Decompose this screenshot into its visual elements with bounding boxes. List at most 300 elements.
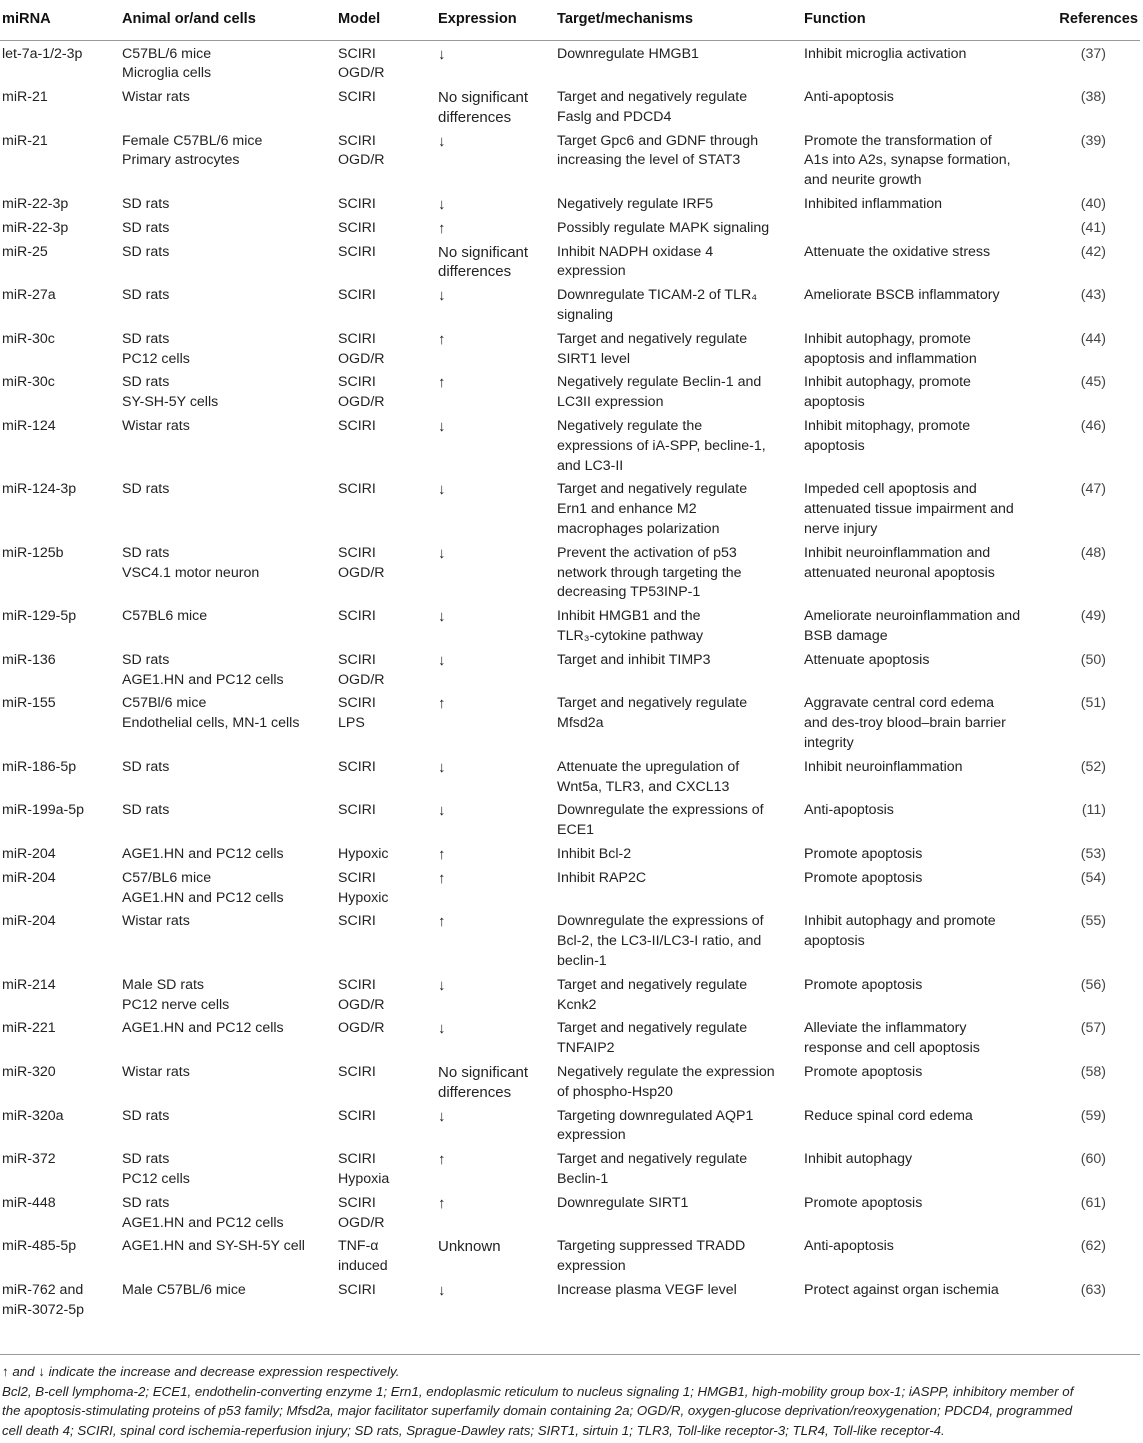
cell-animal-cells-line: Endothelial cells, MN-1 cells bbox=[122, 715, 300, 732]
cell-model bbox=[336, 413, 436, 476]
cell-model bbox=[336, 603, 436, 647]
cell-model bbox=[336, 841, 436, 865]
cell-function bbox=[802, 215, 1045, 239]
cell-model-line: OGD/R bbox=[338, 671, 385, 688]
cell-reference: (51) bbox=[1080, 695, 1106, 712]
cell-mirna bbox=[0, 865, 120, 909]
cell-target-mechanisms-line: Downregulate the expressions of bbox=[557, 802, 764, 819]
cell-target-mechanisms bbox=[555, 972, 802, 1016]
cell-model bbox=[336, 215, 436, 239]
cell-expression bbox=[436, 603, 555, 647]
cell-target-mechanisms-line: Negatively regulate Beclin-1 and bbox=[557, 374, 762, 391]
cell-expression bbox=[436, 797, 555, 841]
cell-expression bbox=[436, 40, 555, 84]
cell-target-mechanisms-line: Inhibit RAP2C bbox=[557, 869, 647, 886]
header-references: References bbox=[1045, 0, 1140, 40]
table-row bbox=[0, 908, 1140, 971]
cell-function-line: Impeded cell apoptosis and bbox=[804, 481, 977, 498]
cell-model bbox=[336, 84, 436, 128]
cell-expression-line: ↓ bbox=[438, 418, 446, 436]
cell-target-mechanisms-line: expression bbox=[557, 1127, 626, 1144]
cell-function-line: Promote apoptosis bbox=[804, 976, 923, 993]
table-row bbox=[0, 797, 1140, 841]
cell-mirna-line: miR-320 bbox=[2, 1063, 56, 1080]
cell-model bbox=[336, 540, 436, 603]
cell-mirna bbox=[0, 326, 120, 370]
cell-model-line: OGD/R bbox=[338, 394, 385, 411]
cell-function bbox=[802, 1059, 1045, 1103]
cell-model-line: SCIRI bbox=[338, 1194, 376, 1211]
cell-mirna bbox=[0, 191, 120, 215]
cell-target-mechanisms-line: Target and negatively regulate bbox=[557, 1020, 748, 1037]
cell-animal-cells-line: AGE1.HN and SY-SH-5Y cell bbox=[122, 1238, 305, 1255]
cell-mirna bbox=[0, 239, 120, 283]
cell-function-line: Promote apoptosis bbox=[804, 1063, 923, 1080]
cell-model bbox=[336, 1146, 436, 1190]
cell-target-mechanisms bbox=[555, 1146, 802, 1190]
cell-animal-cells bbox=[120, 797, 336, 841]
cell-mirna bbox=[0, 908, 120, 971]
cell-target-mechanisms-line: Beclin-1 bbox=[557, 1170, 609, 1187]
cell-function-line: BSB damage bbox=[804, 628, 888, 645]
cell-target-mechanisms bbox=[555, 540, 802, 603]
cell-reference: (53) bbox=[1080, 845, 1106, 862]
cell-animal-cells-line: C57/BL6 mice bbox=[122, 869, 212, 886]
cell-reference: (57) bbox=[1080, 1020, 1106, 1037]
cell-animal-cells-line: VSC4.1 motor neuron bbox=[122, 564, 260, 581]
cell-model bbox=[336, 128, 436, 191]
cell-target-mechanisms-line: Inhibit HMGB1 and the bbox=[557, 608, 701, 625]
cell-mirna bbox=[0, 603, 120, 647]
cell-function bbox=[802, 84, 1045, 128]
cell-animal-cells-line: Microglia cells bbox=[122, 65, 212, 82]
cell-function bbox=[802, 754, 1045, 798]
cell-reference: (40) bbox=[1080, 196, 1106, 213]
cell-model-line: SCIRI bbox=[338, 243, 376, 260]
cell-expression-line: No significant bbox=[438, 1063, 529, 1081]
cell-expression-line: ↑ bbox=[438, 1194, 446, 1212]
cell-target-mechanisms bbox=[555, 1233, 802, 1277]
cell-model bbox=[336, 326, 436, 370]
table-row bbox=[0, 40, 1140, 84]
cell-animal-cells bbox=[120, 476, 336, 539]
cell-model-line: SCIRI bbox=[338, 196, 376, 213]
cell-reference: (61) bbox=[1080, 1194, 1106, 1211]
cell-reference: (45) bbox=[1080, 374, 1106, 391]
cell-model-line: SCIRI bbox=[338, 45, 376, 62]
cell-model-line: Hypoxic bbox=[338, 845, 389, 862]
cell-mirna-line: miR-204 bbox=[2, 869, 56, 886]
cell-animal-cells-line: SD rats bbox=[122, 1151, 170, 1168]
cell-model-line: OGD/R bbox=[338, 1214, 385, 1231]
table-row bbox=[0, 1233, 1140, 1277]
cell-model bbox=[336, 972, 436, 1016]
cell-model-line: Hypoxic bbox=[338, 889, 389, 906]
cell-animal-cells bbox=[120, 1103, 336, 1147]
cell-animal-cells-line: C57BL/6 mice bbox=[122, 45, 212, 62]
cell-animal-cells-line: C57Bl/6 mice bbox=[122, 695, 207, 712]
cell-mirna bbox=[0, 215, 120, 239]
cell-target-mechanisms-line: ECE1 bbox=[557, 822, 595, 839]
cell-mirna bbox=[0, 413, 120, 476]
cell-animal-cells-line: Wistar rats bbox=[122, 913, 190, 930]
cell-function bbox=[802, 191, 1045, 215]
cell-target-mechanisms-line: Target and inhibit TIMP3 bbox=[557, 651, 711, 668]
cell-model bbox=[336, 1190, 436, 1234]
table-row bbox=[0, 128, 1140, 191]
cell-mirna bbox=[0, 1059, 120, 1103]
cell-target-mechanisms-line: expressions of iA-SPP, becline-1, bbox=[557, 437, 766, 454]
table-row bbox=[0, 540, 1140, 603]
cell-mirna-line: miR-448 bbox=[2, 1194, 56, 1211]
cell-model bbox=[336, 191, 436, 215]
cell-function-line: Alleviate the inflammatory bbox=[804, 1020, 967, 1037]
cell-function-line: apoptosis bbox=[804, 933, 865, 950]
cell-target-mechanisms-line: TNFAIP2 bbox=[557, 1040, 615, 1057]
cell-mirna-line: miR-125b bbox=[2, 544, 64, 561]
cell-reference: (62) bbox=[1080, 1238, 1106, 1255]
cell-reference: (54) bbox=[1080, 869, 1106, 886]
cell-function-line: Reduce spinal cord edema bbox=[804, 1107, 973, 1124]
cell-target-mechanisms-line: Ern1 and enhance M2 bbox=[557, 501, 697, 518]
cell-mirna-line: miR-3072-5p bbox=[2, 1301, 85, 1318]
cell-function bbox=[802, 1103, 1045, 1147]
table-row bbox=[0, 476, 1140, 539]
table-row bbox=[0, 326, 1140, 370]
cell-target-mechanisms-line: expression bbox=[557, 263, 626, 280]
header-mirna: miRNA bbox=[0, 0, 120, 40]
cell-function bbox=[802, 690, 1045, 753]
cell-mirna-line: miR-320a bbox=[2, 1107, 64, 1124]
cell-animal-cells-line: SD rats bbox=[122, 651, 170, 668]
cell-animal-cells bbox=[120, 754, 336, 798]
cell-model-line: induced bbox=[338, 1258, 388, 1275]
cell-function-line: Anti-apoptosis bbox=[804, 802, 894, 819]
cell-function bbox=[802, 413, 1045, 476]
cell-target-mechanisms-line: and LC3-II bbox=[557, 457, 624, 474]
cell-mirna bbox=[0, 1233, 120, 1277]
cell-animal-cells bbox=[120, 603, 336, 647]
cell-expression bbox=[436, 647, 555, 691]
cell-target-mechanisms-line: Target and negatively regulate bbox=[557, 89, 748, 106]
cell-expression-line: ↓ bbox=[438, 1020, 446, 1038]
cell-expression-line: No significant bbox=[438, 89, 529, 107]
cell-function-line: Inhibited inflammation bbox=[804, 196, 943, 213]
footnote-abbreviations-1: Bcl2, B-cell lymphoma-2; ECE1, endothelin-converting enzyme 1; Ern1, endoplasmic reticulum to nucleus signaling 1; HMGB1, high-mobility group box-1; iASPP, inhibitory member of bbox=[2, 1383, 1074, 1399]
cell-animal-cells bbox=[120, 647, 336, 691]
cell-reference: (46) bbox=[1080, 418, 1106, 435]
cell-expression-line: ↓ bbox=[438, 544, 446, 562]
cell-animal-cells-line: AGE1.HN and PC12 cells bbox=[122, 1020, 284, 1037]
cell-target-mechanisms bbox=[555, 841, 802, 865]
cell-animal-cells bbox=[120, 972, 336, 1016]
cell-function bbox=[802, 40, 1045, 84]
cell-target-mechanisms bbox=[555, 1059, 802, 1103]
cell-expression-line: ↓ bbox=[438, 608, 446, 626]
cell-function-line: apoptosis bbox=[804, 437, 865, 454]
table-row bbox=[0, 239, 1140, 283]
cell-target-mechanisms-line: Target and negatively regulate bbox=[557, 976, 748, 993]
table-header-row bbox=[0, 0, 1140, 40]
cell-function-line: Inhibit microglia activation bbox=[804, 45, 967, 62]
cell-animal-cells bbox=[120, 540, 336, 603]
cell-mirna bbox=[0, 1146, 120, 1190]
cell-mirna bbox=[0, 128, 120, 191]
cell-reference: (43) bbox=[1080, 287, 1106, 304]
cell-target-mechanisms-line: Downregulate SIRT1 bbox=[557, 1194, 689, 1211]
cell-mirna bbox=[0, 476, 120, 539]
cell-expression-line: ↓ bbox=[438, 802, 446, 820]
cell-function-line: Inhibit autophagy bbox=[804, 1151, 913, 1168]
cell-target-mechanisms-line: Targeting downregulated AQP1 bbox=[557, 1107, 754, 1124]
cell-target-mechanisms-line: Target and negatively regulate bbox=[557, 695, 748, 712]
cell-mirna-line: miR-25 bbox=[2, 243, 48, 260]
cell-target-mechanisms bbox=[555, 1015, 802, 1059]
cell-animal-cells bbox=[120, 40, 336, 84]
cell-reference: (60) bbox=[1080, 1151, 1106, 1168]
cell-target-mechanisms-line: Downregulate HMGB1 bbox=[557, 45, 699, 62]
cell-target-mechanisms bbox=[555, 239, 802, 283]
cell-function bbox=[802, 908, 1045, 971]
cell-model bbox=[336, 282, 436, 326]
cell-target-mechanisms-line: Negatively regulate the expression bbox=[557, 1063, 775, 1080]
cell-animal-cells-line: Male C57BL/6 mice bbox=[122, 1281, 246, 1298]
cell-model-line: SCIRI bbox=[338, 132, 376, 149]
cell-function bbox=[802, 476, 1045, 539]
cell-target-mechanisms bbox=[555, 215, 802, 239]
cell-mirna-line: miR-30c bbox=[2, 330, 55, 347]
cell-target-mechanisms bbox=[555, 865, 802, 909]
cell-mirna-line: miR-485-5p bbox=[2, 1238, 77, 1255]
cell-reference: (42) bbox=[1080, 243, 1106, 260]
footnote-arrows: ↑ and ↓ indicate the increase and decrease expression respectively. bbox=[2, 1364, 400, 1379]
cell-animal-cells-line: Primary astrocytes bbox=[122, 152, 240, 169]
cell-function-line: Attenuate the oxidative stress bbox=[804, 243, 991, 260]
cell-mirna-line: miR-124 bbox=[2, 418, 56, 435]
cell-animal-cells-line: SD rats bbox=[122, 802, 170, 819]
cell-expression bbox=[436, 326, 555, 370]
header-target-mechanisms: Target/mechanisms bbox=[555, 0, 802, 40]
cell-expression bbox=[436, 865, 555, 909]
cell-expression-line: differences bbox=[438, 108, 512, 126]
cell-model-line: SCIRI bbox=[338, 544, 376, 561]
cell-animal-cells bbox=[120, 865, 336, 909]
cell-expression-line: ↑ bbox=[438, 695, 446, 713]
cell-animal-cells bbox=[120, 1190, 336, 1234]
cell-expression-line: ↓ bbox=[438, 481, 446, 499]
cell-target-mechanisms bbox=[555, 413, 802, 476]
header-animal-cells: Animal or/and cells bbox=[120, 0, 336, 40]
cell-mirna-line: miR-124-3p bbox=[2, 481, 77, 498]
cell-model-line: OGD/R bbox=[338, 152, 385, 169]
cell-model-line: SCIRI bbox=[338, 287, 376, 304]
cell-reference: (44) bbox=[1080, 330, 1106, 347]
cell-function bbox=[802, 128, 1045, 191]
table-row bbox=[0, 413, 1140, 476]
cell-reference: (58) bbox=[1080, 1063, 1106, 1080]
cell-reference: (48) bbox=[1080, 544, 1106, 561]
cell-expression bbox=[436, 690, 555, 753]
cell-mirna-line: miR-21 bbox=[2, 89, 48, 106]
cell-target-mechanisms-line: signaling bbox=[557, 307, 614, 324]
cell-target-mechanisms-line: decreasing TP53INP-1 bbox=[557, 584, 701, 601]
table-row bbox=[0, 215, 1140, 239]
cell-target-mechanisms-line: Inhibit NADPH oxidase 4 bbox=[557, 243, 714, 260]
cell-target-mechanisms-line: Kcnk2 bbox=[557, 996, 597, 1013]
cell-reference: (41) bbox=[1080, 219, 1106, 236]
cell-expression-line: ↓ bbox=[438, 45, 446, 63]
cell-model-line: SCIRI bbox=[338, 481, 376, 498]
cell-animal-cells bbox=[120, 413, 336, 476]
cell-model bbox=[336, 1277, 436, 1321]
cell-target-mechanisms-line: macrophages polarization bbox=[557, 521, 720, 538]
cell-animal-cells bbox=[120, 369, 336, 413]
cell-model-line: SCIRI bbox=[338, 913, 376, 930]
cell-function bbox=[802, 1233, 1045, 1277]
cell-expression-line: Unknown bbox=[438, 1238, 501, 1256]
cell-function bbox=[802, 1015, 1045, 1059]
cell-function bbox=[802, 1277, 1045, 1321]
cell-function bbox=[802, 1190, 1045, 1234]
cell-target-mechanisms-line: Mfsd2a bbox=[557, 715, 604, 732]
cell-mirna-line: let-7a-1/2-3p bbox=[2, 45, 83, 62]
cell-animal-cells bbox=[120, 191, 336, 215]
table-row bbox=[0, 690, 1140, 753]
cell-target-mechanisms bbox=[555, 84, 802, 128]
cell-animal-cells-line: SD rats bbox=[122, 243, 170, 260]
cell-target-mechanisms bbox=[555, 40, 802, 84]
cell-mirna bbox=[0, 972, 120, 1016]
cell-target-mechanisms-line: LC3II expression bbox=[557, 394, 664, 411]
cell-mirna-line: miR-22-3p bbox=[2, 196, 69, 213]
cell-animal-cells bbox=[120, 84, 336, 128]
cell-expression bbox=[436, 908, 555, 971]
table-row bbox=[0, 84, 1140, 128]
cell-model-line: SCIRI bbox=[338, 869, 376, 886]
cell-model bbox=[336, 754, 436, 798]
header-expression: Expression bbox=[436, 0, 555, 40]
cell-target-mechanisms bbox=[555, 690, 802, 753]
cell-function-line: apoptosis and inflammation bbox=[804, 350, 977, 367]
cell-expression bbox=[436, 369, 555, 413]
cell-function bbox=[802, 603, 1045, 647]
table-footnotes bbox=[2, 1362, 1140, 1440]
cell-expression-line: ↑ bbox=[438, 913, 446, 931]
cell-function-line: and neurite growth bbox=[804, 172, 922, 189]
cell-target-mechanisms bbox=[555, 908, 802, 971]
table-row bbox=[0, 191, 1140, 215]
footnote-abbreviations-3: cell death 4; SCIRI, spinal cord ischemia-reperfusion injury; SD rats, Sprague-Dawley rats; SIRT1, sirtuin 1; TLR3, Toll-like receptor-3; TLR4, Toll-like receptor-4. bbox=[2, 1422, 945, 1438]
cell-reference: (49) bbox=[1080, 608, 1106, 625]
cell-model-line: OGD/R bbox=[338, 564, 385, 581]
cell-mirna bbox=[0, 1190, 120, 1234]
cell-animal-cells-line: SD rats bbox=[122, 758, 170, 775]
cell-target-mechanisms-line: Increase plasma VEGF level bbox=[557, 1281, 737, 1298]
table-row bbox=[0, 1059, 1140, 1103]
cell-function-line: Inhibit neuroinflammation bbox=[804, 758, 963, 775]
cell-expression bbox=[436, 215, 555, 239]
cell-function bbox=[802, 540, 1045, 603]
cell-animal-cells-line: SD rats bbox=[122, 330, 170, 347]
cell-model-line: SCIRI bbox=[338, 758, 376, 775]
cell-mirna-line: miR-204 bbox=[2, 913, 56, 930]
footnote-abbreviations-2: the apoptosis-stimulating proteins of p53 family; Mfsd2a, major facilitator superfamily domain containing 2a; OGD/R, oxygen-glucose deprivation/reoxygenation; PDCD4, programmed bbox=[2, 1403, 1073, 1419]
cell-animal-cells-line: Male SD rats bbox=[122, 976, 204, 993]
cell-mirna bbox=[0, 1277, 120, 1321]
cell-animal-cells-line: Female C57BL/6 mice bbox=[122, 132, 263, 149]
cell-function bbox=[802, 282, 1045, 326]
cell-function-line: response and cell apoptosis bbox=[804, 1040, 980, 1057]
cell-model-line: OGD/R bbox=[338, 1020, 385, 1037]
cell-mirna-line: miR-136 bbox=[2, 651, 56, 668]
cell-target-mechanisms-line: TLR₃-cytokine pathway bbox=[557, 628, 704, 645]
cell-animal-cells-line: SD rats bbox=[122, 374, 170, 391]
cell-target-mechanisms-line: Negatively regulate the bbox=[557, 418, 703, 435]
cell-expression bbox=[436, 1059, 555, 1103]
cell-expression-line: ↓ bbox=[438, 287, 446, 305]
cell-expression-line: ↓ bbox=[438, 651, 446, 669]
header-model: Model bbox=[336, 0, 436, 40]
cell-model-line: LPS bbox=[338, 715, 365, 732]
cell-model-line: SCIRI bbox=[338, 651, 376, 668]
cell-expression-line: ↑ bbox=[438, 374, 446, 392]
cell-function-line: Ameliorate neuroinflammation and bbox=[804, 608, 1021, 625]
cell-animal-cells-line: Wistar rats bbox=[122, 89, 190, 106]
cell-target-mechanisms bbox=[555, 754, 802, 798]
cell-target-mechanisms-line: Attenuate the upregulation of bbox=[557, 758, 740, 775]
cell-animal-cells bbox=[120, 215, 336, 239]
cell-mirna bbox=[0, 1103, 120, 1147]
cell-model-line: SCIRI bbox=[338, 802, 376, 819]
cell-animal-cells-line: AGE1.HN and PC12 cells bbox=[122, 1214, 284, 1231]
cell-animal-cells bbox=[120, 326, 336, 370]
cell-mirna-line: miR-199a-5p bbox=[2, 802, 85, 819]
cell-expression bbox=[436, 754, 555, 798]
cell-mirna-line: miR-186-5p bbox=[2, 758, 77, 775]
cell-animal-cells-line: Wistar rats bbox=[122, 418, 190, 435]
cell-model-line: OGD/R bbox=[338, 65, 385, 82]
cell-model-line: SCIRI bbox=[338, 976, 376, 993]
cell-function-line: Inhibit autophagy, promote bbox=[804, 330, 971, 347]
cell-mirna-line: miR-27a bbox=[2, 287, 56, 304]
cell-model-line: SCIRI bbox=[338, 1281, 376, 1298]
cell-model bbox=[336, 908, 436, 971]
cell-model-line: SCIRI bbox=[338, 608, 376, 625]
cell-expression-line: ↓ bbox=[438, 1281, 446, 1299]
cell-target-mechanisms-line: beclin-1 bbox=[557, 952, 607, 969]
cell-expression-line: ↑ bbox=[438, 869, 446, 887]
cell-target-mechanisms-line: Wnt5a, TLR3, and CXCL13 bbox=[557, 778, 730, 795]
cell-target-mechanisms-line: SIRT1 level bbox=[557, 350, 631, 367]
cell-model-line: TNF-α bbox=[338, 1238, 379, 1255]
cell-mirna-line: miR-221 bbox=[2, 1020, 56, 1037]
cell-function-line: and des-troy blood–brain barrier bbox=[804, 715, 1006, 732]
cell-function bbox=[802, 1146, 1045, 1190]
cell-expression-line: ↓ bbox=[438, 976, 446, 994]
cell-model bbox=[336, 797, 436, 841]
cell-mirna-line: miR-21 bbox=[2, 132, 48, 149]
cell-model bbox=[336, 690, 436, 753]
cell-model-line: SCIRI bbox=[338, 1107, 376, 1124]
cell-model-line: SCIRI bbox=[338, 418, 376, 435]
cell-animal-cells bbox=[120, 239, 336, 283]
cell-expression-line: ↓ bbox=[438, 132, 446, 150]
cell-reference: (63) bbox=[1080, 1281, 1106, 1298]
cell-model-line: OGD/R bbox=[338, 350, 385, 367]
cell-expression bbox=[436, 841, 555, 865]
cell-function bbox=[802, 841, 1045, 865]
cell-animal-cells bbox=[120, 282, 336, 326]
